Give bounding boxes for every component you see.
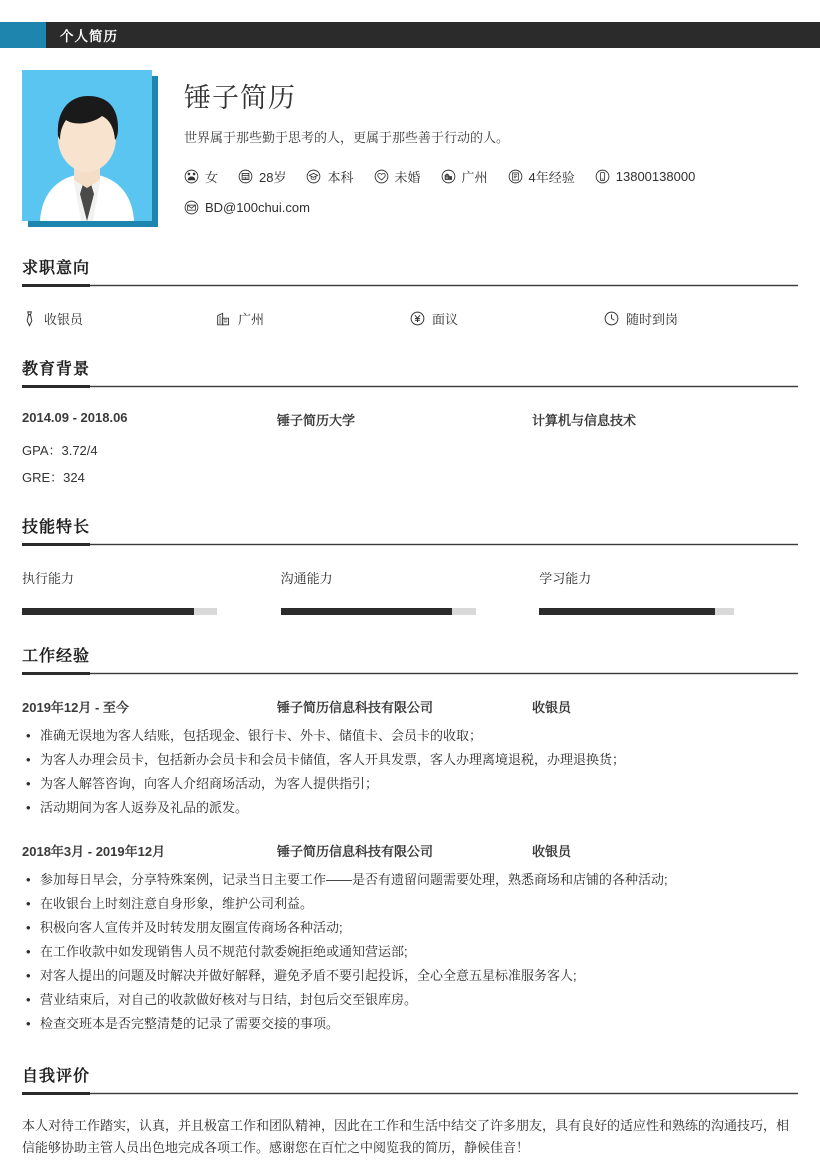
page-title: 锤子简历 [184, 83, 296, 113]
skills-list [22, 568, 798, 615]
info-age [238, 167, 286, 186]
marital-status-icon [374, 169, 389, 184]
building-icon [216, 311, 231, 327]
skill-progress-fill [281, 608, 453, 615]
list-item [22, 750, 798, 770]
skill-progress-track [539, 608, 734, 615]
experience-icon [508, 169, 523, 184]
work-company: 锤子简历信息科技有限公司 [277, 700, 434, 715]
skill-label: 沟通能力 [280, 571, 333, 586]
resume-page [0, 22, 820, 1160]
skill-progress-track [22, 608, 217, 615]
work-company: 锤子简历信息科技有限公司 [277, 843, 434, 859]
work-role: 收银员 [532, 843, 572, 859]
education-school: 锤子简历大学 [277, 413, 356, 428]
tie-icon [22, 311, 37, 327]
info-education-value: 本科 [327, 170, 354, 185]
bullet-marker: • [26, 992, 31, 1008]
header-bar [0, 22, 820, 48]
bullet-text: 在工作收款中如发现销售人员不规范付款委婉拒绝或通知营运部; [40, 943, 408, 959]
list-item [22, 798, 798, 818]
skill-item [22, 568, 281, 615]
avatar-photo [22, 70, 152, 221]
work-heading [22, 643, 798, 675]
avatar [22, 70, 158, 227]
education-icon [306, 169, 321, 184]
email-icon [184, 200, 199, 215]
skill-progress-track [281, 608, 476, 615]
objective-heading [22, 255, 798, 287]
objective-availability-value: 随时到岗 [626, 312, 679, 327]
bullet-text: 为客人办理会员卡，包括新办会员卡和会员卡储值，客人开具发票，客人办理离境退税，办理退换货； [40, 752, 626, 768]
objective-salary-value: 面议 [432, 312, 459, 327]
section-divider [22, 385, 798, 388]
objective-position [22, 309, 216, 328]
work-bullets [22, 870, 798, 1035]
bullet-text: 在收银台上时刻注意自身形象，维护公司利益。 [40, 895, 314, 911]
skill-progress-fill [539, 608, 715, 615]
objective-location [216, 309, 410, 328]
bullet-marker: • [26, 1016, 31, 1032]
profile-info-row-1 [184, 167, 798, 186]
info-email-value: BD@100chui.com [205, 200, 310, 215]
education-title: 教育背景 [22, 361, 91, 378]
bullet-marker: • [26, 728, 31, 743]
section-divider [22, 1092, 798, 1095]
section-education [0, 356, 820, 486]
bullet-marker: • [26, 895, 31, 911]
bullet-text: 参加每日早会，分享特殊案例，记录当日主要工作——是否有遗留问题需要处理，熟悉商场和店铺的各种活动; [40, 871, 668, 887]
bullet-marker: • [26, 776, 31, 792]
education-heading [22, 356, 798, 388]
section-skills [0, 514, 820, 615]
section-divider [22, 284, 798, 287]
bullet-marker: • [26, 752, 31, 768]
info-marital-status [374, 167, 421, 186]
info-city-value: 广州 [461, 170, 488, 185]
work-entry-header [22, 841, 798, 860]
work-period: 2019年12月 - 至今 [22, 700, 129, 715]
education-details [22, 440, 798, 486]
info-phone-value: 13800138000 [615, 169, 696, 184]
clock-icon [604, 311, 619, 326]
section-divider [22, 672, 798, 675]
list-item [22, 990, 798, 1010]
skills-title: 技能特长 [22, 519, 91, 536]
bullet-marker: • [26, 919, 31, 935]
section-self-evaluation [0, 1063, 820, 1160]
avatar-illustration-icon [22, 70, 152, 221]
education-period: 2014.09 - 2018.06 [22, 410, 128, 425]
bullet-text: 对客人提出的问题及时解决并做好解释，避免矛盾不要引起投诉，全心全意五星标准服务客人; [40, 968, 577, 984]
education-detail-gre: GRE：324 [22, 470, 85, 485]
info-experience [508, 167, 575, 186]
education-row [22, 410, 798, 429]
education-major: 计算机与信息技术 [532, 413, 637, 428]
bullet-marker: • [26, 968, 31, 984]
work-bullets [22, 726, 798, 819]
city-icon [441, 169, 456, 184]
info-gender-value: 女 [205, 170, 219, 185]
info-education [306, 167, 353, 186]
objective-position-value: 收银员 [44, 312, 84, 327]
gender-icon [184, 169, 199, 184]
self-evaluation-title: 自我评价 [22, 1067, 91, 1085]
list-item [22, 918, 798, 938]
objective-availability [604, 309, 798, 328]
bullet-text: 营业结束后，对自己的收款做好核对与日结，封包后交至银库房。 [40, 992, 418, 1008]
objective-title: 求职意向 [22, 260, 91, 277]
bullet-text: 积极向客人宣传并及时转发朋友圈宣传商场各种活动; [40, 919, 343, 935]
bullet-text: 为客人解答咨询，向客人介绍商场活动，为客人提供指引； [40, 776, 379, 792]
list-item [22, 774, 798, 794]
list-item [22, 966, 798, 986]
skill-progress-fill [22, 608, 194, 615]
phone-icon [595, 169, 610, 184]
salary-icon [410, 311, 425, 326]
skill-item [539, 568, 798, 615]
objective-items [22, 309, 798, 328]
calendar-icon [238, 169, 253, 184]
list-item [22, 870, 798, 890]
info-age-value: 28岁 [259, 170, 287, 185]
self-evaluation-text: 本人对待工作踏实，认真，并且极富工作和团队精神，因此在工作和生活中结交了许多朋友，具有良好的适应性和熟练的沟通技巧，相信能够协助主管人员出色地完成各项工作。感谢您在百忙之中阅览我的简历，静候佳音！ [22, 1117, 790, 1156]
list-item [22, 894, 798, 914]
work-period: 2018年3月 - 2019年12月 [22, 843, 166, 859]
info-email [184, 200, 310, 215]
self-evaluation-heading [22, 1063, 798, 1095]
bullet-marker: • [26, 800, 31, 816]
header-title: 个人简历 [46, 22, 820, 48]
section-divider [22, 543, 798, 546]
bullet-text: 检查交班本是否完整清楚的记录了需要交接的事项。 [40, 1016, 340, 1032]
work-entry [22, 841, 798, 1035]
skills-heading [22, 514, 798, 546]
info-city [441, 167, 488, 186]
info-marital-status-value: 未婚 [394, 170, 421, 185]
work-entry [22, 697, 798, 819]
info-phone [595, 169, 696, 184]
education-detail-gpa: GPA：3.72/4 [22, 443, 98, 458]
work-role: 收银员 [532, 700, 572, 715]
list-item [22, 942, 798, 962]
list-item [22, 726, 798, 746]
section-work-experience [0, 643, 820, 1035]
section-objective [0, 255, 820, 328]
skill-label: 执行能力 [22, 571, 75, 586]
profile-tagline: 世界属于那些勤于思考的人，更属于那些善于行动的人。 [184, 130, 510, 145]
skill-label: 学习能力 [539, 571, 592, 586]
work-entry-header [22, 697, 798, 716]
header-accent-block [0, 22, 46, 48]
info-experience-value: 4年经验 [528, 170, 575, 185]
profile-details [158, 70, 798, 227]
bullet-marker: • [26, 943, 31, 959]
bullet-marker: • [26, 871, 31, 887]
objective-salary [410, 309, 604, 328]
list-item [22, 1014, 798, 1034]
bullet-text: 准确无误地为客人结账，包括现金、银行卡、外卡、储值卡、会员卡的收取； [40, 728, 483, 743]
profile-section [0, 48, 820, 227]
objective-location-value: 广州 [238, 312, 265, 327]
profile-info-row-2 [184, 200, 798, 215]
skill-item [281, 568, 540, 615]
bullet-text: 活动期间为客人返券及礼品的派发。 [40, 800, 249, 816]
work-title: 工作经验 [22, 648, 91, 665]
profile-info-rows [184, 167, 798, 215]
info-gender [184, 167, 218, 186]
